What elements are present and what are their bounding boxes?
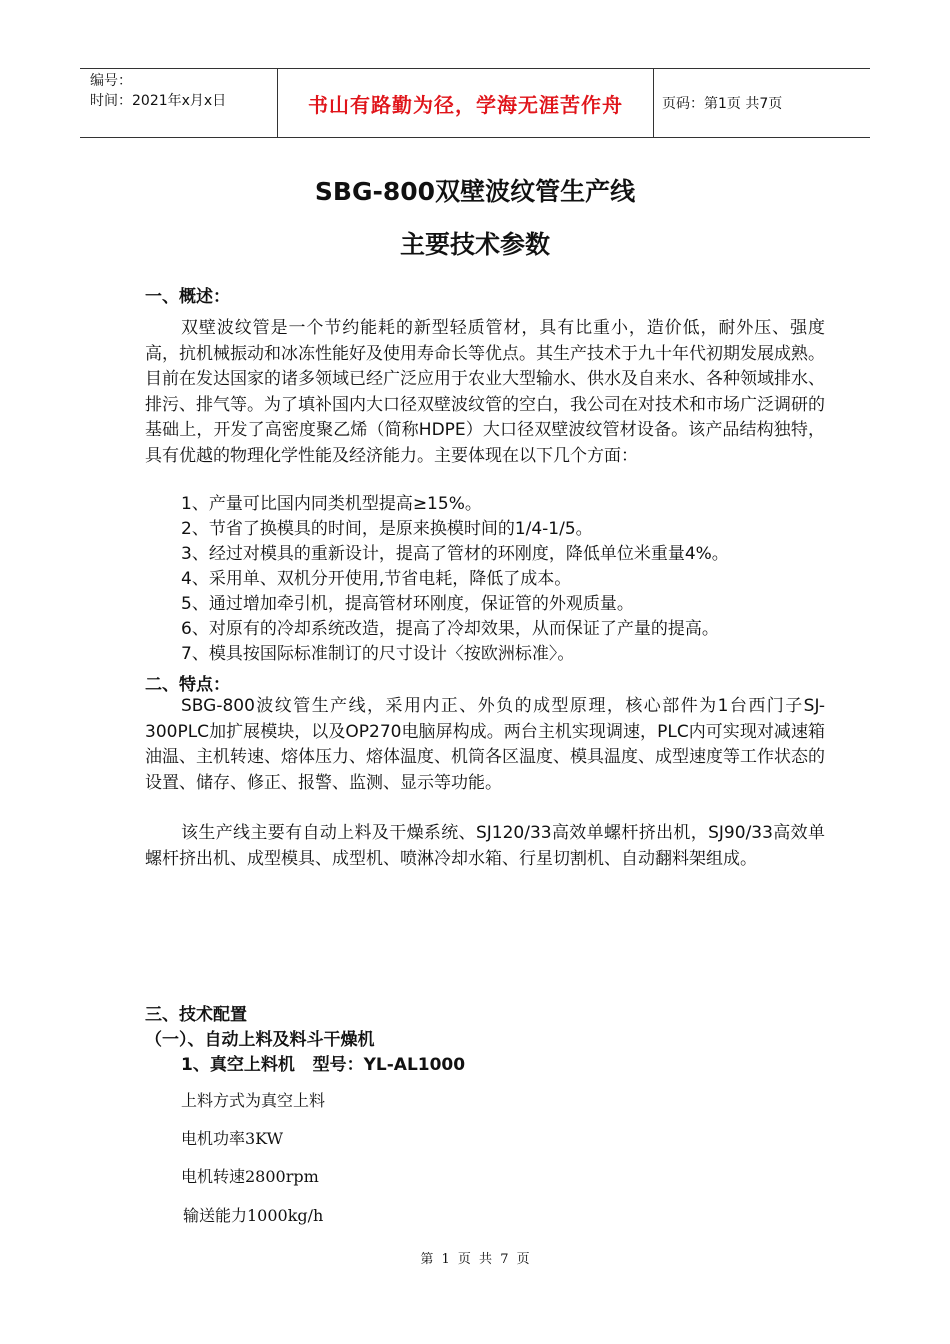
section1-heading: 一、概述： <box>145 287 230 307</box>
page-footer: 第 1 页 共 7 页 <box>420 1252 530 1267</box>
header-motto: 书山有路勤为径，学海无涯苦作舟 <box>278 69 654 137</box>
list-item: 5、通过增加牵引机，提高管材环刚度，保证管的外观质量。 <box>181 594 634 614</box>
spec-line: 输送能力1000kg/h <box>183 1206 324 1225</box>
spec-line: 电机转速2800rpm <box>181 1167 319 1186</box>
document-title: SBG-800双壁波纹管生产线 <box>314 177 636 206</box>
section2-heading: 二、特点： <box>145 675 230 695</box>
list-item: 3、经过对模具的重新设计，提高了管材的环刚度，降低单位米重量4%。 <box>181 544 729 564</box>
page-header <box>80 68 870 138</box>
equipment-title: 1、真空上料机 型号：YL-AL1000 <box>181 1055 466 1075</box>
list-item: 2、节省了换模具的时间，是原来换模时间的1/4-1/5。 <box>181 519 593 539</box>
section1-paragraph: 双壁波纹管是一个节约能耗的新型轻质管材，具有比重小，造价低，耐外压、强度高，抗机械振动和冰冻性能好及使用寿命长等优点。其生产技术于九十年代初期发展成熟。目前在发达国家的诸多领域已经广泛应用于农业大型输水、供水及自来水、各种领域排水、排污、排气等。为了填补国内大口径双壁波纹管的空白，我公司在对技术和市场广泛调研的基础上，开发了高密度聚乙烯（简称HDPE）大口径双壁波纹管材设备。该产品结构独特，具有优越的物理化学性能及经济能力。主要体现在以下几个方面： <box>145 318 825 466</box>
header-date: 时间：2021年x月x日 <box>90 93 227 109</box>
list-item: 4、采用单、双机分开使用,节省电耗，降低了成本。 <box>181 569 572 589</box>
spec-line: 上料方式为真空上料 <box>181 1091 326 1110</box>
header-meta <box>80 69 278 137</box>
list-item: 6、对原有的冷却系统改造，提高了冷却效果，从而保证了产量的提高。 <box>181 619 719 639</box>
section3-subheading: （一）、自动上料及料斗干燥机 <box>145 1030 375 1050</box>
spec-line: 电机功率3KW <box>181 1129 284 1148</box>
header-number-label: 编号： <box>90 73 132 89</box>
section2-paragraph: 该生产线主要有自动上料及干燥系统、SJ120/33高效单螺杆挤出机，SJ90/33高效单螺杆挤出机、成型模具、成型机、喷淋冷却水箱、行星切割机、自动翻料架组成。 <box>145 823 825 869</box>
list-item: 7、模具按国际标准制订的尺寸设计〈按欧洲标准〉。 <box>181 644 575 664</box>
document-subtitle: 主要技术参数 <box>399 230 550 259</box>
list-item: 1、产量可比国内同类机型提高≥15%。 <box>181 494 482 514</box>
section2-paragraph: SBG-800波纹管生产线，采用内正、外负的成型原理，核心部件为1台西门子SJ-300PLC加扩展模块，以及OP270电脑屏构成。两台主机实现调速，PLC内可实现对减速箱油温、主机转速、熔体压力、熔体温度、机筒各区温度、模具温度、成型速度等工作状态的设置、储存、修正、报警、监测、显示等功能。 <box>145 696 825 793</box>
section3-heading: 三、技术配置 <box>145 1005 247 1025</box>
header-page-info: 页码：第1页 共7页 <box>662 96 783 112</box>
